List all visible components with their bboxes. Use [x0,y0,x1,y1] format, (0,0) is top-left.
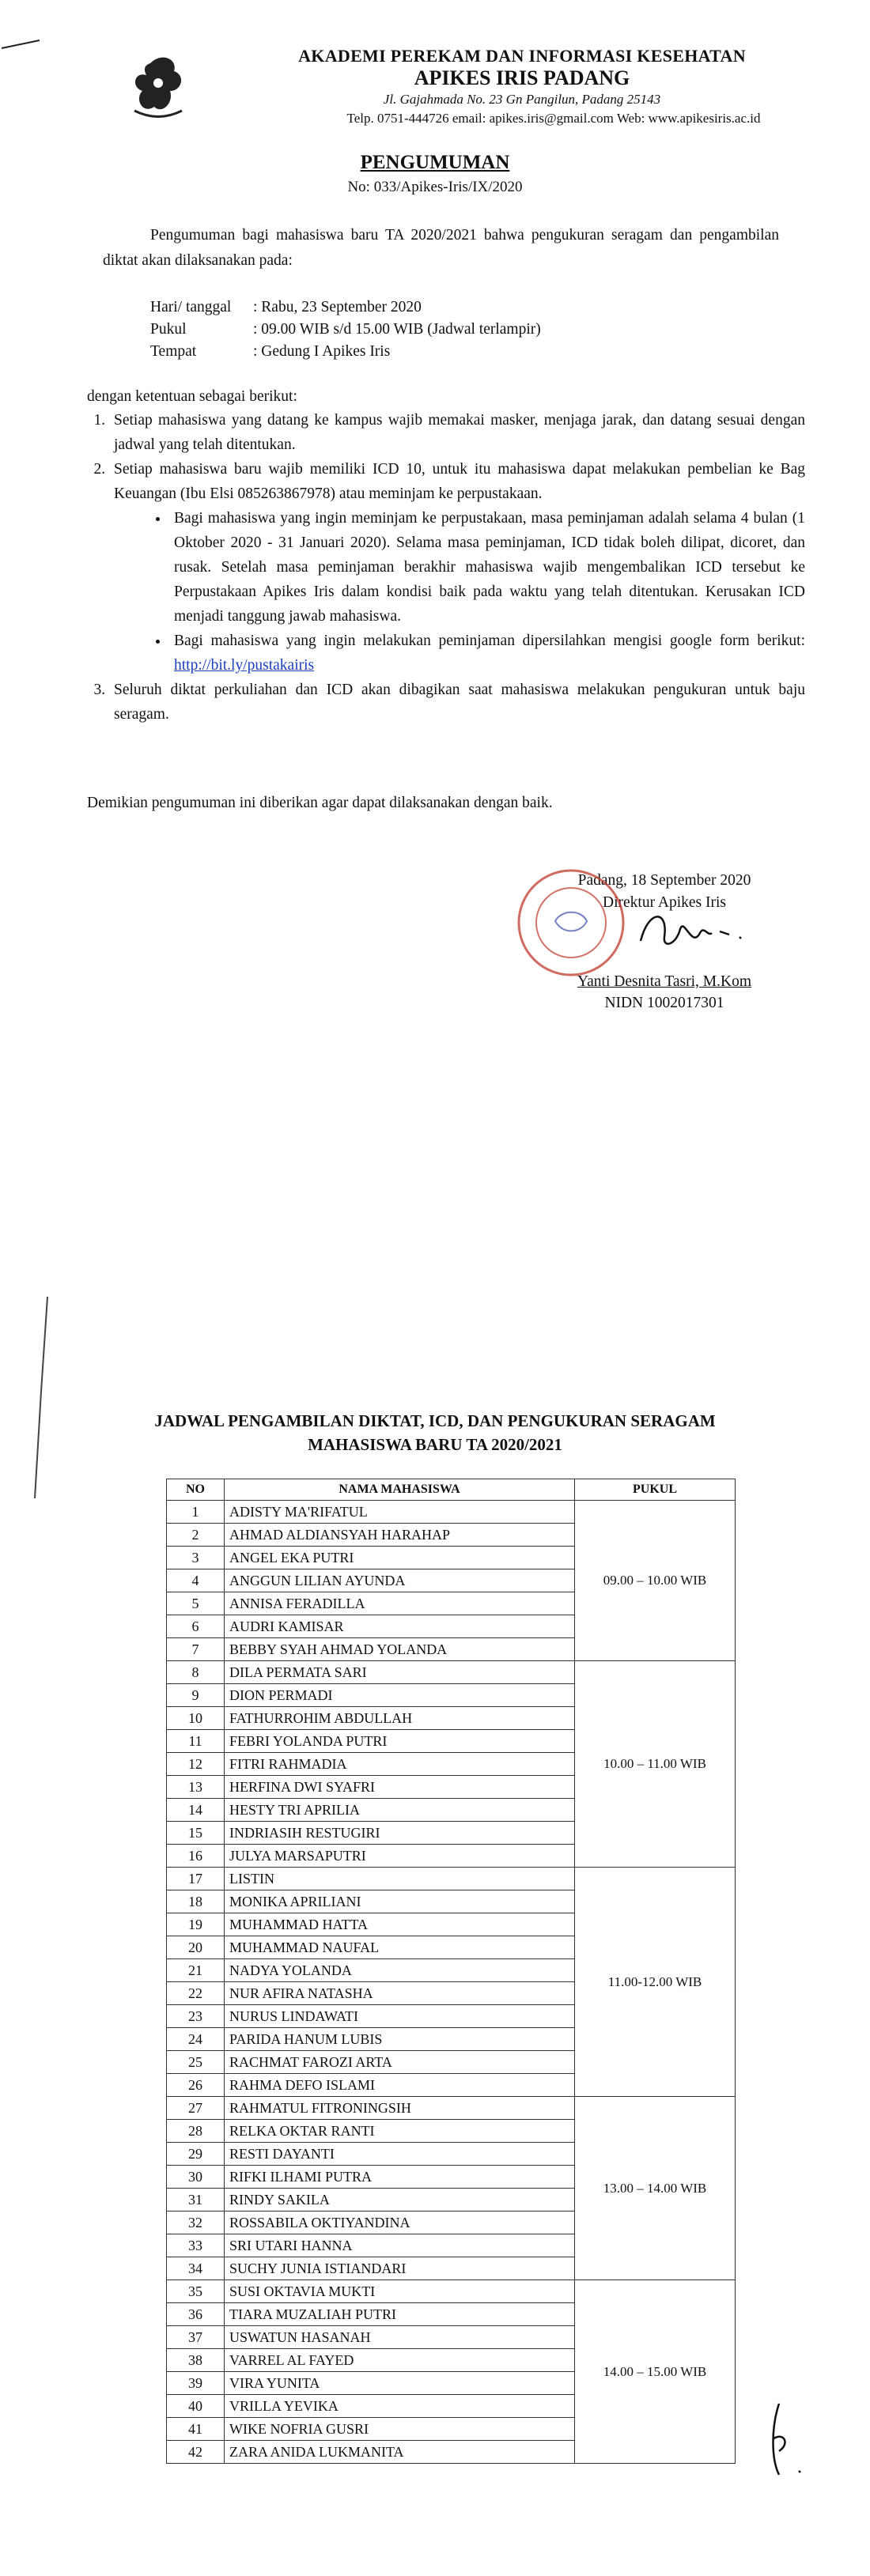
student-name: LISTIN [225,1868,575,1890]
student-name: AUDRI KAMISAR [225,1615,575,1638]
row-number: 11 [167,1730,225,1753]
row-number: 33 [167,2234,225,2257]
signatory-name: Yanti Desnita Tasri, M.Kom [577,973,751,990]
table-row [167,2280,736,2303]
column-header-time: PUKUL [575,1479,736,1501]
student-name: VIRA YUNITA [225,2372,575,2395]
student-name: RAHMA DEFO ISLAMI [225,2074,575,2097]
row-number: 30 [167,2166,225,2189]
student-name: PARIDA HANUM LUBIS [225,2028,575,2051]
detail-value: : Gedung I Apikes Iris [253,343,391,360]
student-name: FATHURROHIM ABDULLAH [225,1707,575,1730]
sub-bullet [169,629,805,678]
detail-label: Pukul [150,321,187,338]
row-number: 21 [167,1959,225,1982]
detail-value: : 09.00 WIB s/d 15.00 WIB (Jadwal terlampir) [253,321,541,338]
student-name: NADYA YOLANDA [225,1959,575,1982]
row-number: 37 [167,2326,225,2349]
announcement-number: No: 033/Apikes-Iris/IX/2020 [347,179,523,195]
row-number: 31 [167,2189,225,2212]
detail-label: Tempat [150,343,197,360]
student-name: HERFINA DWI SYAFRI [225,1776,575,1799]
row-number: 32 [167,2212,225,2234]
row-number: 25 [167,2051,225,2074]
row-number: 42 [167,2441,225,2464]
condition-sublist [114,506,805,678]
row-number: 4 [167,1569,225,1592]
student-name: RELKA OKTAR RANTI [225,2120,575,2143]
student-name: MONIKA APRILIANI [225,1890,575,1913]
detail-row-date [150,299,422,316]
student-name: USWATUN HASANAH [225,2326,575,2349]
student-name: RIFKI ILHAMI PUTRA [225,2166,575,2189]
column-header-no: NO [167,1479,225,1501]
row-number: 13 [167,1776,225,1799]
row-number: 5 [167,1592,225,1615]
condition-item-text: Setiap mahasiswa baru wajib memiliki ICD 10, untuk itu mahasiswa dapat melakukan pembelian ke Bag Keuangan (Ibu Elsi 085263867978) atau meminjam ke perpustakaan. [114,461,805,502]
row-number: 34 [167,2257,225,2280]
conditions-list [87,408,805,727]
row-number: 36 [167,2303,225,2326]
student-name: SUCHY JUNIA ISTIANDARI [225,2257,575,2280]
handwritten-signature [633,901,751,965]
table-row [167,1501,736,1524]
schedule-table [166,1479,736,2464]
row-number: 26 [167,2074,225,2097]
row-number: 9 [167,1684,225,1707]
signatory-nidn: NIDN 1002017301 [604,995,724,1011]
official-stamp [514,866,629,980]
row-number: 18 [167,1890,225,1913]
row-number: 3 [167,1547,225,1569]
row-number: 8 [167,1661,225,1684]
row-number: 20 [167,1936,225,1959]
student-name: VARREL AL FAYED [225,2349,575,2372]
student-name: INDRIASIH RESTUGIRI [225,1822,575,1845]
student-name: RINDY SAKILA [225,2189,575,2212]
student-name: FEBRI YOLANDA PUTRI [225,1730,575,1753]
row-number: 7 [167,1638,225,1661]
row-number: 23 [167,2005,225,2028]
time-slot: 11.00-12.00 WIB [575,1868,736,2097]
table-row [167,1868,736,1890]
pen-mark-scribble [0,36,44,51]
row-number: 12 [167,1753,225,1776]
student-name: ROSSABILA OKTIYANDINA [225,2212,575,2234]
row-number: 2 [167,1524,225,1547]
detail-row-place [150,343,390,361]
row-number: 28 [167,2120,225,2143]
pen-margin-mark [24,1297,71,1502]
student-name: MUHAMMAD NAUFAL [225,1936,575,1959]
student-name: WIKE NOFRIA GUSRI [225,2418,575,2441]
row-number: 38 [167,2349,225,2372]
institution-contact: Telp. 0751-444726 email: apikes.iris@gmail.com Web: www.apikesiris.ac.id [346,111,761,126]
row-number: 22 [167,1982,225,2005]
table-row [167,2097,736,2120]
schedule-title: JADWAL PENGAMBILAN DIKTAT, ICD, DAN PENGUKURAN SERAGAM [154,1411,716,1430]
detail-value: : Rabu, 23 September 2020 [253,299,422,315]
student-name: SRI UTARI HANNA [225,2234,575,2257]
schedule-table-body [167,1501,736,2464]
row-number: 24 [167,2028,225,2051]
sub-bullet: • Bagi mahasiswa yang ingin meminjam ke perpustakaan, masa peminjaman adalah selama 4 bulan (1 Oktober 2020 - 31 Januari 2020). Selama masa peminjaman, ICD tidak boleh dilipat, dicoret, dan rusak. Setelah masa peminjaman berakhir mahasiswa wajib mengembalikan ICD tersebut ke Perpustakaan Apikes Iris dalam kondisi baik pada waktu yang telah ditentukan. Kerusakan ICD menjadi tanggung jawab mahasiswa. [169,506,805,629]
time-slot: 10.00 – 11.00 WIB [575,1661,736,1868]
row-number: 1 [167,1501,225,1524]
student-name: ZARA ANIDA LUKMANITA [225,2441,575,2464]
student-name: ADISTY MA'RIFATUL [225,1501,575,1524]
signature-place-date: Padang, 18 September 2020 [577,872,751,889]
detail-label: Hari/ tanggal [150,299,232,315]
student-name: VRILLA YEVIKA [225,2395,575,2418]
student-name: AHMAD ALDIANSYAH HARAHAP [225,1524,575,1547]
row-number: 17 [167,1868,225,1890]
student-name: ANGEL EKA PUTRI [225,1547,575,1569]
student-name: ANGGUN LILIAN AYUNDA [225,1569,575,1592]
student-name: DION PERMADI [225,1684,575,1707]
condition-item [109,457,805,678]
student-name: HESTY TRI APRILIA [225,1799,575,1822]
row-number: 39 [167,2372,225,2395]
student-name: BEBBY SYAH AHMAD YOLANDA [225,1638,575,1661]
closing-statement: Demikian pengumuman ini diberikan agar dapat dilaksanakan dengan baik. [87,795,553,811]
student-name: RESTI DAYANTI [225,2143,575,2166]
google-form-link[interactable]: http://bit.ly/pustakairis [174,657,315,674]
institution-name: AKADEMI PEREKAM DAN INFORMASI KESEHATAN [298,46,746,66]
announcement-intro: Pengumuman bagi mahasiswa baru TA 2020/2021 bahwa pengukuran seragam dan pengambilan diktat akan dilaksanakan pada: [103,227,779,269]
row-number: 40 [167,2395,225,2418]
student-name: NUR AFIRA NATASHA [225,1982,575,2005]
row-number: 41 [167,2418,225,2441]
row-number: 6 [167,1615,225,1638]
time-slot: 13.00 – 14.00 WIB [575,2097,736,2280]
student-name: TIARA MUZALIAH PUTRI [225,2303,575,2326]
apikes-logo [119,47,198,130]
row-number: 10 [167,1707,225,1730]
conditions-intro: dengan ketentuan sebagai berikut: [87,388,297,405]
announcement-title: PENGUMUMAN [360,152,510,173]
table-header-row [167,1479,736,1501]
student-name: DILA PERMATA SARI [225,1661,575,1684]
row-number: 14 [167,1799,225,1822]
row-number: 27 [167,2097,225,2120]
time-slot: 09.00 – 10.00 WIB [575,1501,736,1661]
student-name: ANNISA FERADILLA [225,1592,575,1615]
sub-bullet-text: Bagi mahasiswa yang ingin melakukan peminjaman dipersilahkan mengisi google form berikut: [174,633,805,649]
row-number: 15 [167,1822,225,1845]
signature-position: Direktur Apikes Iris [603,894,726,911]
detail-row-time [150,321,541,338]
table-row [167,1661,736,1684]
student-name: SUSI OKTAVIA MUKTI [225,2280,575,2303]
condition-item: 1. Setiap mahasiswa yang datang ke kampus wajib memakai masker, menjaga jarak, dan datang sesuai dengan jadwal yang telah ditentukan. [109,408,805,457]
row-number: 19 [167,1913,225,1936]
institution-short-name: APIKES IRIS PADANG [414,66,630,89]
handwritten-initial [763,2396,811,2491]
schedule-subtitle: MAHASISWA BARU TA 2020/2021 [308,1435,562,1454]
student-name: RACHMAT FAROZI ARTA [225,2051,575,2074]
student-name: JULYA MARSAPUTRI [225,1845,575,1868]
student-name: MUHAMMAD HATTA [225,1913,575,1936]
student-name: NURUS LINDAWATI [225,2005,575,2028]
column-header-name: NAMA MAHASISWA [225,1479,575,1501]
institution-address: Jl. Gajahmada No. 23 Gn Pangilun, Padang 25143 [383,92,661,107]
row-number: 16 [167,1845,225,1868]
time-slot: 14.00 – 15.00 WIB [575,2280,736,2464]
student-name: FITRI RAHMADIA [225,1753,575,1776]
row-number: 29 [167,2143,225,2166]
row-number: 35 [167,2280,225,2303]
condition-item: 3. Seluruh diktat perkuliahan dan ICD akan dibagikan saat mahasiswa melakukan pengukuran untuk baju seragam. [109,678,805,727]
student-name: RAHMATUL FITRONINGSIH [225,2097,575,2120]
